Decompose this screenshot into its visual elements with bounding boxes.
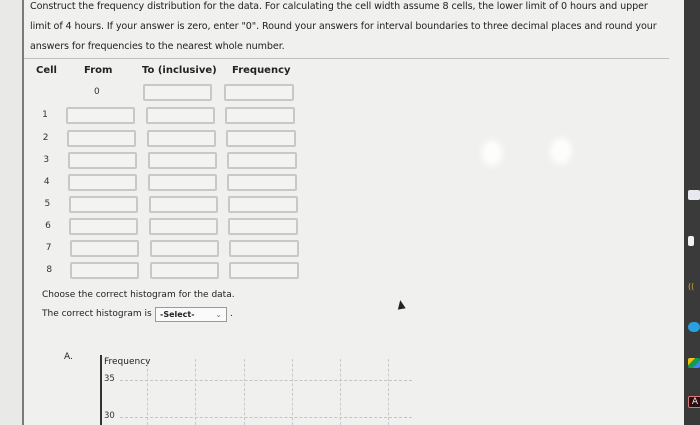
frequency-input-4[interactable] bbox=[227, 174, 297, 191]
from-input-8[interactable] bbox=[70, 262, 139, 279]
cell-number: 6 bbox=[45, 221, 51, 231]
gridline bbox=[340, 359, 341, 425]
cloud-icon[interactable] bbox=[688, 322, 700, 332]
cell-number: 4 bbox=[43, 177, 50, 187]
to-input-5[interactable] bbox=[149, 196, 218, 213]
screen-glare bbox=[482, 140, 502, 166]
header-frequency: Frequency bbox=[232, 65, 291, 76]
cell-number: 7 bbox=[45, 243, 52, 253]
drive-icon[interactable] bbox=[688, 358, 700, 368]
frequency-input-6[interactable] bbox=[228, 218, 298, 235]
mouse-cursor-icon bbox=[396, 299, 405, 309]
histogram-select-value: -Select- bbox=[160, 310, 195, 319]
from-input-1[interactable] bbox=[66, 107, 135, 124]
gridline bbox=[388, 359, 389, 425]
chevron-down-icon: ⌄ bbox=[215, 310, 222, 319]
to-input-1[interactable] bbox=[146, 107, 215, 124]
to-input-4[interactable] bbox=[148, 174, 217, 191]
taskbar bbox=[684, 0, 700, 425]
frequency-input-5[interactable] bbox=[228, 196, 298, 213]
header-cell: Cell bbox=[36, 65, 57, 76]
gridline bbox=[195, 359, 196, 425]
histogram-select[interactable] bbox=[155, 307, 227, 322]
to-input-0[interactable] bbox=[143, 84, 212, 101]
y-tick-30: 30 bbox=[104, 411, 115, 421]
gridline bbox=[292, 359, 293, 425]
period: . bbox=[230, 309, 233, 319]
option-a-histogram bbox=[100, 355, 420, 425]
frequency-input-7[interactable] bbox=[229, 240, 299, 257]
from-input-4[interactable] bbox=[68, 174, 137, 191]
from-input-2[interactable] bbox=[67, 130, 136, 147]
frequency-input-3[interactable] bbox=[227, 152, 297, 169]
to-input-8[interactable] bbox=[150, 262, 219, 279]
cell-number: 5 bbox=[44, 199, 51, 209]
cell-number: 3 bbox=[43, 155, 50, 165]
wifi-icon[interactable]: (( bbox=[688, 282, 695, 291]
header-to: To (inclusive) bbox=[142, 65, 217, 76]
frequency-input-2[interactable] bbox=[226, 130, 296, 147]
from-input-3[interactable] bbox=[68, 152, 137, 169]
screen-glare bbox=[550, 138, 572, 164]
y-tick-35: 35 bbox=[104, 374, 115, 384]
option-a-label: A. bbox=[64, 352, 73, 362]
frequency-input-1[interactable] bbox=[225, 107, 295, 124]
gridline bbox=[147, 359, 148, 425]
from-input-5[interactable] bbox=[69, 196, 138, 213]
question-text: Construct the frequency distribution for the data. For calculating the cell width assume 8 cells, the lower limit of 0 hours and upper limit of 4 hours. If your answer is zero, enter "0". Round your answers for interval boundaries to three decimal places and round your answers for frequencies to the nearest whole number. bbox=[30, 1, 657, 52]
histogram-label: The correct histogram is bbox=[42, 309, 152, 319]
gridline bbox=[120, 417, 412, 418]
to-input-3[interactable] bbox=[148, 152, 217, 169]
y-axis-label: Frequency bbox=[104, 357, 151, 367]
adobe-icon[interactable]: A bbox=[688, 396, 700, 408]
app-icon-red[interactable] bbox=[688, 190, 700, 200]
app-icon-white[interactable] bbox=[688, 236, 694, 246]
gridline bbox=[120, 380, 412, 381]
to-input-7[interactable] bbox=[150, 240, 219, 257]
from-input-6[interactable] bbox=[69, 218, 138, 235]
histogram-prompt: Choose the correct histogram for the data. bbox=[42, 290, 235, 300]
question-page bbox=[22, 0, 686, 425]
cell-number: 2 bbox=[42, 133, 49, 143]
frequency-input-8[interactable] bbox=[229, 262, 299, 279]
y-axis bbox=[100, 355, 102, 425]
cell-number: 8 bbox=[46, 265, 53, 275]
from-input-7[interactable] bbox=[70, 240, 139, 257]
header-from: From bbox=[84, 65, 113, 76]
to-input-2[interactable] bbox=[147, 130, 216, 147]
cell-number: 1 bbox=[42, 110, 48, 120]
gridline bbox=[244, 359, 245, 425]
frequency-input-0[interactable] bbox=[224, 84, 294, 101]
to-input-6[interactable] bbox=[149, 218, 218, 235]
from-value-0: 0 bbox=[94, 87, 100, 97]
